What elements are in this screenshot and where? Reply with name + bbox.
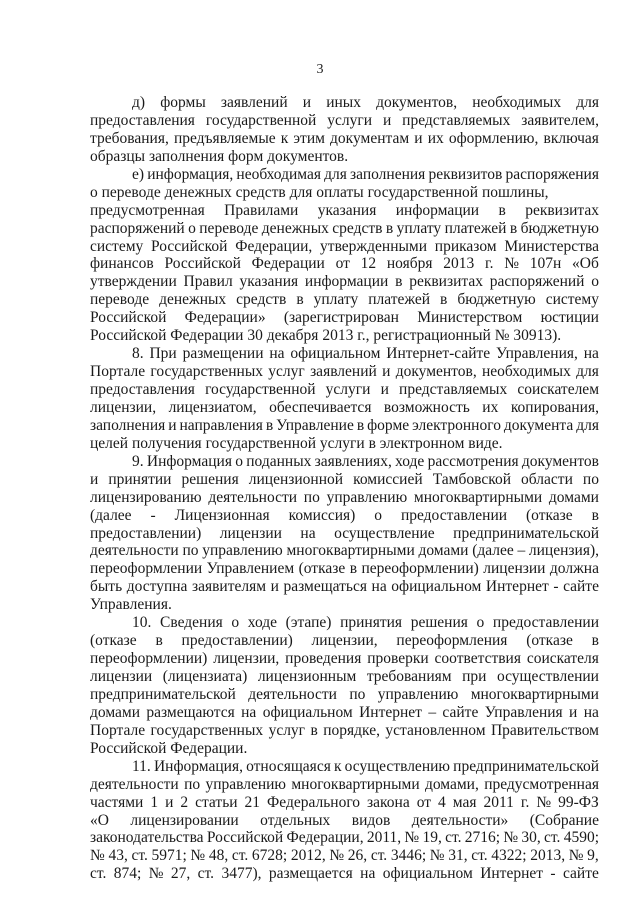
- text-line: Российской Федерации 30 декабря 2013 г., регистрационный № 30913).: [90, 327, 562, 345]
- text-line: целей получения государственной услуги в электронном виде.: [90, 434, 503, 452]
- text-line: финансов Российской Федерации от 12 ноября 2013 г. № 107н «Об: [90, 255, 599, 273]
- text-line: Российской Федерации.: [90, 739, 248, 757]
- text-line: предусмотренная Правилами указания информации в реквизитах: [90, 201, 599, 219]
- text-line: 9. Информация о поданных заявлениях, ходе рассмотрения документов: [132, 452, 599, 470]
- text-line: частями 1 и 2 статьи 21 Федерального закона от 4 мая 2011 г. № 99-ФЗ: [90, 793, 599, 811]
- text-line: (отказе в предоставлении) лицензии, переоформления (отказе в: [90, 632, 599, 650]
- text-line: и принятии решения лицензионной комиссией Тамбовской области по: [90, 470, 599, 488]
- text-line: о переводе денежных средств для оплаты государственной пошлины,: [90, 183, 549, 201]
- text-line: предоставления государственной услуги и представляемых соискателем: [90, 381, 599, 398]
- text-line: лицензии, лицензиатом, обеспечивается возможность их копирования,: [90, 398, 599, 416]
- text-line: заполнения и направления в Управление в форме электронного документа для: [90, 416, 599, 434]
- text-line: д) формы заявлений и иных документов, необходимых для: [132, 94, 599, 111]
- text-line: быть доступна заявителям и размещаться на официальном Интернет - сайте: [90, 578, 599, 596]
- text-line: (далее - Лицензионная комиссия) о предоставлении (отказе в: [90, 506, 599, 524]
- text-line: 8. При размещении на официальном Интернет-сайте Управления, на: [132, 345, 599, 363]
- text-line: домами размещаются на официальном Интернет – сайте Управления и на: [90, 703, 599, 721]
- text-line: Российской Федерации» (зарегистрирован Министерством юстиции: [90, 309, 599, 327]
- text-line: е) информация, необходимая для заполнения реквизитов распоряжения: [132, 165, 599, 183]
- page-number: 3: [316, 62, 324, 77]
- text-line: переоформлении) лицензии, проведения проверки соответствия соискателя: [90, 650, 599, 668]
- text-line: утверждении Правил указания информации в реквизитах распоряжений о: [90, 273, 599, 291]
- text-line: систему Российской Федерации, утвержденными приказом Министерства: [90, 237, 599, 255]
- text-line: Управления.: [90, 596, 172, 614]
- text-line: Портале государственных услуг заявлений и документов, необходимых для: [90, 363, 599, 381]
- text-line: образцы заполнения форм документов.: [90, 147, 349, 165]
- text-line: требования, предъявляемые к этим документам и их оформлению, включая: [90, 129, 599, 147]
- text-line: ст. 874; № 27, ст. 3477), размещается на официальном Интернет - сайте: [90, 865, 599, 883]
- text-line: переоформлении Управлением (отказе в переоформлении) лицензии должна: [90, 560, 599, 578]
- text-line: «О лицензировании отдельных видов деятельности» (Собрание: [90, 811, 599, 829]
- text-line: предоставлении) лицензии на осуществление предпринимательской: [90, 524, 599, 542]
- text-line: законодательства Российской Федерации, 2011, № 19, ст. 2716; № 30, ст. 4590;: [90, 829, 599, 847]
- text-line: 10. Сведения о ходе (этапе) принятия решения о предоставлении: [132, 614, 599, 632]
- document-body: [90, 94, 599, 883]
- text-line: деятельности по управлению многоквартирными домами, предусмотренная: [90, 775, 599, 793]
- text-line: деятельности по управлению многоквартирными домами (далее – лицензия),: [90, 542, 599, 560]
- text-line: переводе денежных средств в уплату платежей в бюджетную систему: [90, 291, 599, 309]
- text-line: предоставления государственной услуги и представляемых заявителем,: [90, 111, 599, 129]
- text-line: 11. Информация, относящаяся к осуществлению предпринимательской: [132, 757, 599, 775]
- text-line: лицензированию деятельности по управлению многоквартирными домами: [90, 488, 599, 506]
- text-line: лицензии (лицензиата) лицензионным требованиям при осуществлении: [90, 668, 599, 685]
- text-line: Портале государственных услуг в порядке, установленном Правительством: [90, 721, 599, 739]
- text-line: № 43, ст. 5971; № 48, ст. 6728; 2012, № 26, ст. 3446; № 31, ст. 4322; 2013, № 9,: [90, 847, 599, 865]
- text-line: предпринимательской деятельности по управлению многоквартирными: [90, 685, 599, 703]
- text-line: распоряжений о переводе денежных средств в уплату платежей в бюджетную: [90, 219, 599, 237]
